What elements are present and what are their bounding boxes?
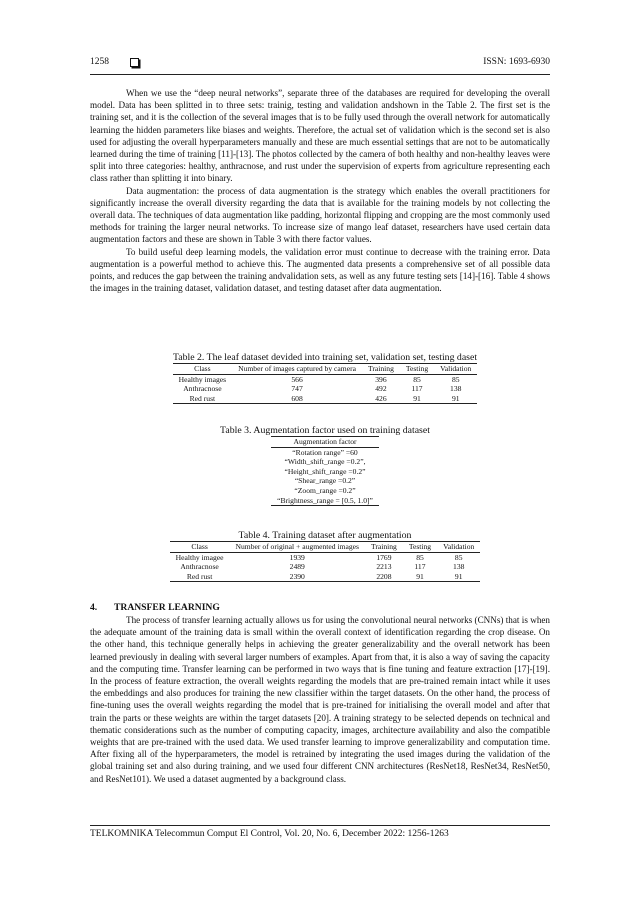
- table-cell: 566: [291, 374, 303, 384]
- table-cell: 2390: [230, 572, 365, 582]
- table-row: [271, 467, 379, 477]
- table-cell: Healthy images: [178, 374, 227, 384]
- table-row: [271, 447, 379, 457]
- section-heading: [90, 602, 220, 613]
- table-cell: 138: [450, 384, 462, 394]
- column-header: Class: [170, 542, 230, 553]
- table-caption: Table 2. The leaf dataset devided into training set, validation set, testing daset: [172, 352, 478, 363]
- table-cell: Red rust: [170, 572, 230, 582]
- paragraph: To build useful deep learning models, the validation error must continue to decrease with the training error. Data augmentation is a powerful method to achieve this. The augmented data presents a comprehensive set of all possible data points, and reduces the gap between the training andvalidation sets, as well as any future testing sets [14]-[16]. Table 4 shows the images in the training dataset, validation dataset, and testing dataset after data augmentation.: [90, 246, 550, 294]
- section-number: 4.: [90, 602, 98, 613]
- header-rule: [90, 74, 550, 75]
- table-4: [150, 530, 500, 582]
- table-cell: 117: [411, 384, 423, 394]
- table-2: [150, 352, 500, 404]
- issn: ISSN: 1693-6930: [483, 57, 550, 67]
- table-row: [173, 374, 478, 384]
- section-title: TRANSFER LEARNING: [114, 602, 220, 613]
- column-header: Training: [362, 364, 400, 375]
- paragraph: Data augmentation: the process of data augmentation is the strategy which enables the overall practitioners for significantly increase the overall diversity regarding the data that is available for the training models by not collecting the overall data. The techniques of data augmentation like padding, horizontal flipping and cropping are the most commonly used methods for training the larger neural networks. To increase size of mango leaf dataset, researchers have used certain data augmentation factors and these are shown in Table 3 with there factor values.: [90, 185, 550, 245]
- table-cell: 91: [437, 572, 480, 582]
- table-cell: Anthracnose: [180, 562, 219, 572]
- table-row: [170, 552, 481, 562]
- table-cell: “Height_shift_range =0.2”: [284, 466, 366, 476]
- body-text-top: [90, 87, 550, 294]
- page-footer: TELKOMNIKA Telecommun Comput El Control, Vol. 20, No. 6, December 2022: 1256-1263: [90, 829, 449, 839]
- table-cell: Red rust: [173, 394, 232, 404]
- table-cell: “Zoom_range =0.2”: [294, 485, 356, 495]
- table-cell: 1939: [289, 552, 305, 562]
- table-cell: Healthy imagee: [175, 552, 224, 562]
- table-row: [271, 476, 379, 486]
- column-header: Validation: [437, 542, 480, 553]
- table-cell: 2489: [289, 562, 305, 572]
- table-cell: 85: [416, 552, 424, 562]
- table-caption: Table 4. Training dataset after augmentation: [238, 530, 412, 541]
- column-header: Class: [173, 364, 232, 375]
- data-table: [170, 541, 481, 582]
- table-row: [271, 486, 379, 496]
- paragraph: The process of transfer learning actually allows us for using the convolutional neural networks (CNNs) that is when the adequate amount of the training data is small within the overall context of identification regarding the crop disease. On the other hand, this technique generally helps in achieving the greater generalizability and the overall network has been learned previously in dealing with several larger numbers of examples. Apart from that, it is also a way of saving the capacity and the computing time. Transfer learning can be performed in two ways that is fine tuning and feature extraction [17]-[19]. In the process of feature extraction, the overall weights regarding the models that are pre-trained remain intact while it uses the embeddings and also produces for training the new classifier within the target datasets. On the other hand, the process of fine-tuning uses the overall weights regarding the model that is pre-trained for initialising the overall model and after that train the parts or these weights are within the target datasets [20]. A training strategy to be selected depends on technical and thematic considerations such as the number of computing capacity, images, architecture availability and also the compatible weights that are pre-trained with the used data. We used transfer learning to improve generalizability and computation time. After fixing all of the hyperparameters, the model is retrained by integrating the used images during the validation of the global training set and also during training, and we used four different CNN architectures (ResNet18, ResNet34, ResNet50, and ResNet101). We used a dataset augmented by a background class.: [90, 615, 550, 784]
- table-cell: 1769: [376, 552, 392, 562]
- page-number: 1258: [90, 57, 109, 67]
- table-row: [271, 496, 379, 506]
- table-cell: 608: [232, 394, 362, 404]
- column-header: Number of original + augmented images: [230, 542, 365, 553]
- table-cell: “Brightness_range = [0.5, 1.0]”: [271, 496, 379, 506]
- table-cell: Anthracnose: [183, 384, 222, 394]
- table-cell: 91: [400, 394, 434, 404]
- checkbox-square-icon: [130, 58, 139, 67]
- paragraph: When we use the “deep neural networks”, separate three of the databases are required for developing the overall model. Data has been splitted in to three sets: trainig, testing and validation andshown in the Table 2. The first set is the training set, and it is the collection of the several images that is to be fully used through the overall network for automatically learning the hidden parameters like biases and weights. Therefore, the actual set of validation which is the second set is also used for adjusting the overall hyperparameters manually and these are much essential settings that are not to be automatically learned during the time of training [11]-[13]. The photos collected by the camera of both healthy and non-healthy leaves were split into three categories: healthy, anthracnose, and rust under the supervision of experts from agriculture representing each class rather than splitting it into binary.: [90, 88, 550, 184]
- column-header: Augmentation factor: [271, 437, 379, 448]
- table-cell: 2213: [376, 562, 392, 572]
- table-cell: 426: [362, 394, 400, 404]
- table-cell: 91: [434, 394, 477, 404]
- column-header: Training: [365, 542, 403, 553]
- table-3: [200, 425, 450, 506]
- table-caption: Table 3. Augmentation factor used on training dataset: [220, 425, 430, 436]
- table-cell: 492: [375, 384, 387, 394]
- column-header: Testing: [403, 542, 437, 553]
- table-cell: “Rotation range” =60: [292, 447, 358, 457]
- body-text-section-4: [90, 614, 550, 785]
- table-cell: 85: [413, 374, 421, 384]
- table-cell: 2208: [365, 572, 403, 582]
- data-table: [173, 363, 478, 404]
- table-cell: 85: [454, 552, 463, 562]
- column-header: Validation: [434, 364, 477, 375]
- data-table: [271, 436, 379, 506]
- page-header: [90, 57, 550, 73]
- column-header: Number of images captured by camera: [232, 364, 362, 375]
- table-row: [173, 394, 478, 404]
- footer-rule: [90, 825, 550, 826]
- table-cell: 85: [451, 374, 460, 384]
- table-cell: “Width_shift_range =0.2”,: [284, 457, 366, 467]
- table-cell: “Shear_range =0.2”: [294, 476, 356, 486]
- table-row: [170, 562, 481, 572]
- table-cell: 91: [403, 572, 437, 582]
- column-header: Testing: [400, 364, 434, 375]
- table-cell: 138: [453, 562, 465, 572]
- table-row: [173, 384, 478, 394]
- table-row: [271, 457, 379, 467]
- table-cell: 117: [414, 562, 426, 572]
- table-cell: 747: [291, 384, 303, 394]
- table-cell: 396: [375, 374, 387, 384]
- table-row: [170, 572, 481, 582]
